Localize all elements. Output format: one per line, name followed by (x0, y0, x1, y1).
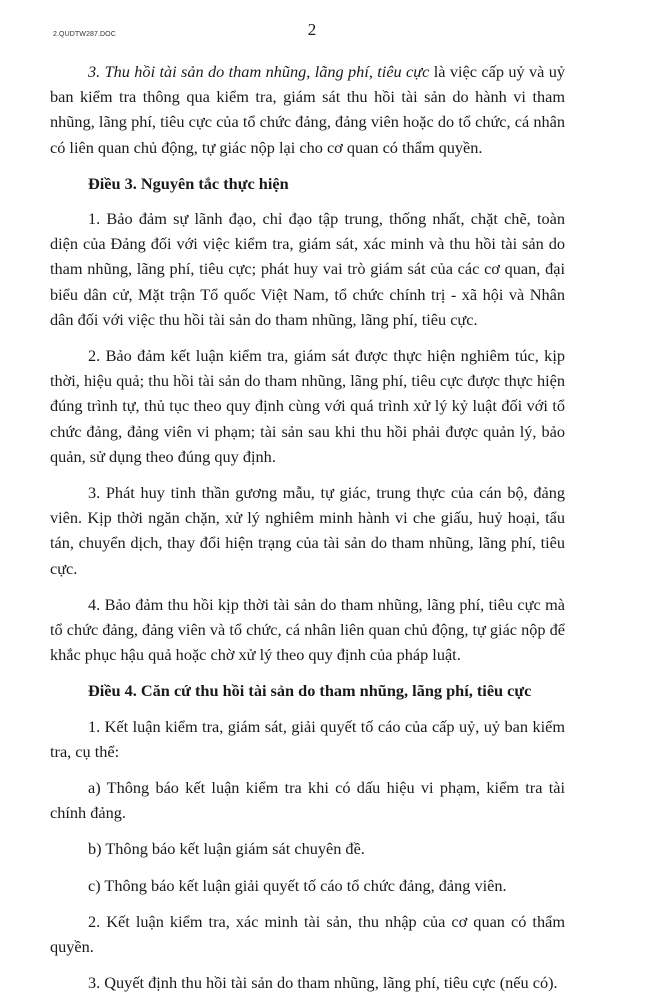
article-3-heading: Điều 3. Nguyên tắc thực hiện (88, 173, 289, 193)
document-file-name: 2.QUDTW287.DOC (53, 31, 116, 38)
defined-term: 3. Thu hồi tài sản do tham nhũng, lãng phí, tiêu cực (88, 62, 430, 81)
article-3-clause: 3. Phát huy tinh thần gương mẫu, tự giác, trung thực của cán bộ, đảng viên. Kịp thời ngăn chặn, xử lý nghiêm minh hành vi che giấu, huỷ hoại, tẩu tán, chuyển dịch, thay đổi hiện trạng của tài sản do tham nhũng, lãng phí, tiêu cực. (50, 483, 565, 578)
article-4-subclause: a) Thông báo kết luận kiểm tra khi có dấu hiệu vi phạm, kiểm tra tài chính đảng. (50, 778, 565, 823)
article-4-clause: 1. Kết luận kiểm tra, giám sát, giải quyết tố cáo của cấp uỷ, uỷ ban kiểm tra, cụ thể: (50, 716, 565, 761)
article-4-subclause: b) Thông báo kết luận giám sát chuyên đề. (88, 839, 365, 859)
page-number: 2 (307, 20, 317, 39)
definition-paragraph (50, 59, 565, 160)
article-4-clause: 3. Quyết định thu hồi tài sản do tham nhũng, lãng phí, tiêu cực (nếu có). (88, 973, 558, 993)
document-body (50, 59, 565, 1007)
article-3-clause: 4. Bảo đảm thu hồi kịp thời tài sản do tham nhũng, lãng phí, tiêu cực mà tổ chức đảng, đảng viên và tổ chức, cá nhân liên quan chủ động, tự giác nộp để khắc phục hậu quả hoặc chờ xử lý theo quy định của pháp luật. (50, 594, 565, 665)
article-3-clause: 2. Bảo đảm kết luận kiểm tra, giám sát được thực hiện nghiêm túc, kịp thời, hiệu quả; thu hồi tài sản do tham nhũng, lãng phí, tiêu cực được thực hiện đúng trình tự, thủ tục theo quy định cùng với quá trình xử lý kỷ luật đối với tổ chức đảng, đảng viên vi phạm; tài sản sau khi thu hồi phải được quản lý, bảo quản, sử dụng theo đúng quy định. (50, 346, 565, 466)
article-4-subclause: c) Thông báo kết luận giải quyết tố cáo tổ chức đảng, đảng viên. (88, 875, 507, 895)
article-4-heading: Điều 4. Căn cứ thu hồi tài sản do tham nhũng, lãng phí, tiêu cực (88, 681, 532, 701)
definition-text: là việc cấp uỷ và uỷ ban kiểm tra thông qua kiểm tra, giám sát thu hồi tài sản do hành vi tham nhũng, lãng phí, tiêu cực của tổ chức đảng, đảng viên hoặc do tổ chức, cá nhân có liên quan chủ động, tự giác nộp lại cho cơ quan có thẩm quyền. (50, 62, 565, 157)
article-3-clause: 1. Bảo đảm sự lãnh đạo, chỉ đạo tập trung, thống nhất, chặt chẽ, toàn diện của Đảng đối với việc kiểm tra, giám sát, xác minh và thu hồi tài sản do tham nhũng, lãng phí, tiêu cực; phát huy vai trò giám sát của các cơ quan, đại biểu dân cử, Mặt trận Tổ quốc Việt Nam, tổ chức chính trị - xã hội và Nhân dân đối với việc thu hồi tài sản do tham nhũng, lãng phí, tiêu cực. (50, 209, 565, 329)
article-4-clause: 2. Kết luận kiểm tra, xác minh tài sản, thu nhập của cơ quan có thẩm quyền. (50, 911, 565, 957)
